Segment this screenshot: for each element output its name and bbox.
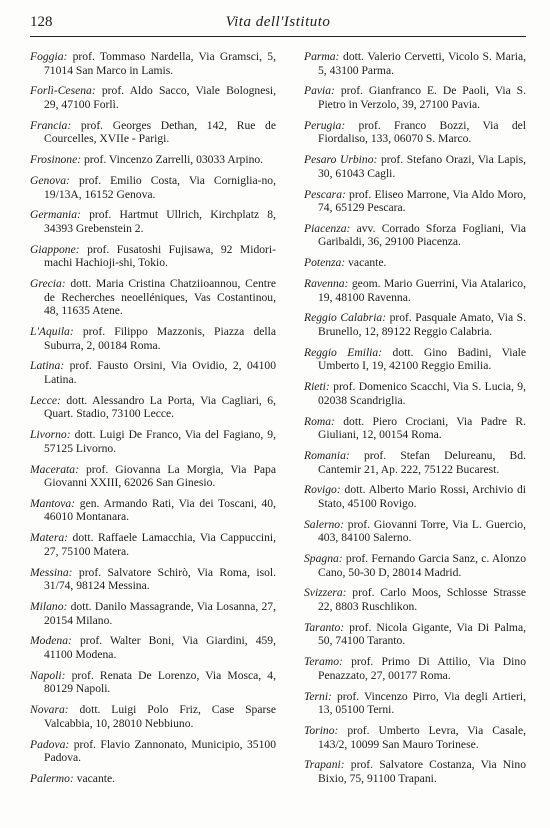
entry-text: prof. Fernando Garcia Sanz, c. Alonzo Cano, 50-30 D, 28014 Madrid. xyxy=(318,552,526,579)
entry-text: prof. Renata De Lorenzo, Via Mosca, 4, 80129 Napoli. xyxy=(44,668,277,696)
directory-entry xyxy=(30,84,276,111)
entry-text: prof. Giovanni Torre, Via L. Guercio, 403, 84100 Salerno. xyxy=(318,517,526,545)
directory-entry xyxy=(30,634,276,661)
entry-place: Grecia: xyxy=(30,277,66,291)
entry-place: Germania: xyxy=(30,208,81,222)
entry-text: prof. Salvatore Schirò, Via Roma, isol. 31/74, 98124 Messina. xyxy=(44,565,276,593)
directory-entry xyxy=(304,483,526,510)
directory-entry xyxy=(304,84,526,111)
entry-place: Spagna: xyxy=(304,552,343,566)
entry-text: prof. Aldo Sacco, Viale Bolognesi, 29, 47100 Forlì. xyxy=(44,84,276,111)
entry-text: dott. Luigi Polo Friz, Case Sparse Valcabbia, 10, 28010 Nebbiuno. xyxy=(44,703,277,730)
directory-entry xyxy=(30,428,276,455)
directory-entry xyxy=(30,531,276,558)
entry-text: prof. Stefan Delureanu, Bd. Cantemir 21, Ap. 222, 75122 Bucarest. xyxy=(318,448,526,476)
entry-place: Taranto: xyxy=(304,620,345,634)
directory-entry xyxy=(304,188,526,215)
page-header xyxy=(30,14,526,38)
entry-text: prof. Georges Dethan, 142, Rue de Courcelles, XVIIe - Parigi. xyxy=(44,118,276,146)
directory-entry xyxy=(30,566,276,593)
entry-text: prof. Domenico Scacchi, Via S. Lucia, 9, 02038 Scandriglia. xyxy=(318,380,526,407)
directory-entry xyxy=(30,174,276,201)
entry-place: Perugia: xyxy=(304,118,346,132)
entry-place: Lecce: xyxy=(30,393,61,407)
entry-place: Francia: xyxy=(30,118,72,132)
header-rule xyxy=(30,36,526,37)
entry-text: prof. Filippo Mazzonis, Piazza della Suburra, 2, 00184 Roma. xyxy=(44,325,276,352)
directory-entry xyxy=(304,311,526,338)
entry-place: Ravenna: xyxy=(304,277,349,291)
entry-text: avv. Corrado Sforza Fogliani, Via Garibaldi, 36, 29100 Piacenza. xyxy=(318,221,527,249)
entry-place: Piacenza: xyxy=(304,221,351,235)
directory-entry xyxy=(30,738,276,765)
entry-place: Foggia: xyxy=(30,50,68,63)
directory-entry xyxy=(30,394,276,421)
entry-text: prof. Emilio Costa, Via Corniglia-no, 19/13A, 16152 Genova. xyxy=(44,173,277,201)
entry-place: Terni: xyxy=(304,689,332,703)
entry-text: dott. Alberto Mario Rossi, Archivio di Stato, 45100 Rovigo. xyxy=(318,483,526,510)
entry-place: Palermo: xyxy=(30,771,74,785)
directory-entry xyxy=(304,119,526,146)
directory-entry xyxy=(304,655,526,682)
entry-place: Napoli: xyxy=(30,668,66,682)
directory-entry xyxy=(30,208,276,235)
directory-entry xyxy=(304,277,526,304)
directory-entry xyxy=(304,380,526,407)
entry-text: prof. Umberto Levra, Via Casale, 143/2, 10099 San Mauro Torinese. xyxy=(318,723,526,751)
entry-text: prof. Hartmut Ullrich, Kirchplatz 8, 34393 Grebenstein 2. xyxy=(44,208,276,235)
entry-text: dott. Gino Badini, Viale Umberto I, 19, 42100 Reggio Emilia. xyxy=(318,345,526,373)
entry-text: prof. Vincenzo Pirro, Via degli Artieri, 13, 05100 Terni. xyxy=(318,689,526,717)
entry-place: Padova: xyxy=(30,737,70,751)
entry-place: Novara: xyxy=(30,703,69,717)
entry-place: Rieti: xyxy=(304,380,330,394)
entry-place: Frosinone: xyxy=(30,153,82,167)
directory-entry xyxy=(304,552,526,579)
entry-place: Genova: xyxy=(30,173,70,187)
entry-text: dott. Alessandro La Porta, Via Cagliari, 6, Quart. Stadio, 73100 Lecce. xyxy=(44,393,276,421)
entry-place: Rovigo: xyxy=(304,483,341,497)
running-title: Vita dell'Istituto xyxy=(225,14,331,30)
directory-entry xyxy=(304,50,526,77)
entry-place: Reggio Calabria: xyxy=(304,311,387,325)
directory-entry xyxy=(30,325,276,352)
entry-text: dott. Danilo Massagrande, Via Losanna, 27, 20154 Milano. xyxy=(44,600,276,627)
directory-entry xyxy=(30,703,276,730)
entry-place: Teramo: xyxy=(304,655,343,669)
entry-place: Reggio Emilia: xyxy=(304,345,383,359)
directory-entry xyxy=(30,153,276,167)
entry-text: prof. Walter Boni, Via Giardini, 459, 41100 Modena. xyxy=(44,634,276,661)
directory-entry xyxy=(304,346,526,373)
entry-place: L'Aquila: xyxy=(30,325,74,338)
entry-place: Modena: xyxy=(30,634,72,648)
entry-place: Potenza: xyxy=(304,256,346,270)
directory-entry xyxy=(304,449,526,476)
entry-place: Macerata: xyxy=(30,462,79,476)
entry-place: Roma: xyxy=(304,414,335,428)
entry-place: Pesaro Urbino: xyxy=(304,153,378,167)
entry-text: dott. Luigi De Franco, Via del Fagiano, 9, 57125 Livorno. xyxy=(44,428,276,455)
directory-entry xyxy=(304,415,526,442)
entry-text: geom. Mario Guerrini, Via Atalarico, 19, 48100 Ravenna. xyxy=(318,277,526,304)
entry-place: Matera: xyxy=(30,531,68,545)
directory-entry xyxy=(30,50,276,77)
entry-text: prof. Stefano Orazi, Via Lapis, 30, 61043 Cagli. xyxy=(318,153,527,180)
right-column xyxy=(304,50,526,793)
entry-text: prof. Fusatoshi Fujisawa, 92 Midori-machi Hachioji-shi, Tokio. xyxy=(44,242,276,270)
directory-entry xyxy=(304,758,526,785)
directory-entry xyxy=(304,518,526,545)
entry-place: Parma: xyxy=(304,50,340,63)
directory-entry xyxy=(30,277,276,318)
entry-text: prof. Carlo Moos, Schlosse Strasse 22, 8803 Ruschlikon. xyxy=(318,586,526,613)
entry-text: prof. Pasquale Amato, Via S. Brunello, 12, 89122 Reggio Calabria. xyxy=(318,311,526,338)
entry-text: prof. Salvatore Costanza, Via Nino Bixio, 75, 91100 Trapani. xyxy=(318,758,526,785)
directory-entry xyxy=(30,119,276,146)
directory-entry xyxy=(304,222,526,249)
entry-place: Latina: xyxy=(30,359,65,373)
directory-entry xyxy=(30,772,276,786)
entry-place: Svizzera: xyxy=(304,586,347,600)
entry-text: prof. Flavio Zannonato, Municipio, 35100 Padova. xyxy=(44,737,276,765)
directory-entry xyxy=(30,359,276,386)
directory-entry xyxy=(30,243,276,270)
entry-place: Romania: xyxy=(304,448,350,462)
entry-text: prof. Tommaso Nardella, Via Gramsci, 5, 71014 San Marco in Lamis. xyxy=(44,50,276,77)
entry-text: dott. Piero Crociani, Via Padre R. Giuliani, 12, 00154 Roma. xyxy=(318,414,526,442)
directory-entry xyxy=(30,463,276,490)
directory-entry xyxy=(30,669,276,696)
entry-text: prof. Eliseo Marrone, Via Aldo Moro, 74, 65129 Pescara. xyxy=(318,187,526,215)
entry-text: dott. Maria Cristina Chatziioannou, Centre de Recherches neoelléniques, Vas Costantinou, 48, 11635 Atene. xyxy=(44,277,276,318)
entry-text: prof. Vincenzo Zarrelli, 03033 Arpino. xyxy=(84,153,264,167)
entry-place: Trapani: xyxy=(304,758,345,772)
entry-text: prof. Fausto Orsini, Via Ovidio, 2, 04100 Latina. xyxy=(44,359,276,386)
entry-place: Salerno: xyxy=(304,517,344,531)
entry-text: prof. Gianfranco E. De Paoli, Via S. Pietro in Verzolo, 39, 27100 Pavia. xyxy=(318,84,526,111)
entry-place: Torino: xyxy=(304,723,339,737)
entry-text: prof. Giovanna La Morgia, Via Papa Giovanni XXIII, 62026 San Ginesio. xyxy=(44,462,276,490)
directory-entry xyxy=(304,621,526,648)
entry-text: vacante. xyxy=(348,256,387,270)
entry-text: dott. Valerio Cervetti, Vicolo S. Maria, 5, 43100 Parma. xyxy=(318,50,526,77)
directory-entry xyxy=(304,586,526,613)
entry-place: Messina: xyxy=(30,565,73,579)
directory-entry xyxy=(304,724,526,751)
entry-text: prof. Franco Bozzi, Via del Fiordaliso, 133, 06070 S. Marco. xyxy=(318,118,526,146)
entry-text: gen. Armando Rati, Via dei Toscani, 40, 46010 Montanara. xyxy=(44,496,277,524)
directory-entry xyxy=(304,256,526,270)
directory-entry xyxy=(304,153,526,180)
entry-place: Mantova: xyxy=(30,496,76,510)
entry-place: Pescara: xyxy=(304,187,346,201)
entry-text: prof. Nicola Gigante, Via Di Palma, 50, 74100 Taranto. xyxy=(318,620,526,648)
directory-entry xyxy=(30,497,276,524)
entry-text: vacante. xyxy=(76,771,115,785)
entry-place: Giappone: xyxy=(30,242,80,256)
directory-entry xyxy=(30,600,276,627)
entry-place: Forlì-Cesena: xyxy=(30,84,96,98)
left-column xyxy=(30,50,276,793)
entry-place: Livorno: xyxy=(30,428,71,442)
directory-entry xyxy=(304,690,526,717)
entry-text: prof. Primo Di Attilio, Via Dino Penazzato, 27, 00177 Roma. xyxy=(318,655,526,682)
entry-text: dott. Raffaele Lamacchia, Via Cappuccini, 27, 75100 Matera. xyxy=(44,531,276,558)
entry-place: Milano: xyxy=(30,600,68,613)
page-number: 128 xyxy=(30,14,53,30)
entry-place: Pavia: xyxy=(304,84,335,98)
